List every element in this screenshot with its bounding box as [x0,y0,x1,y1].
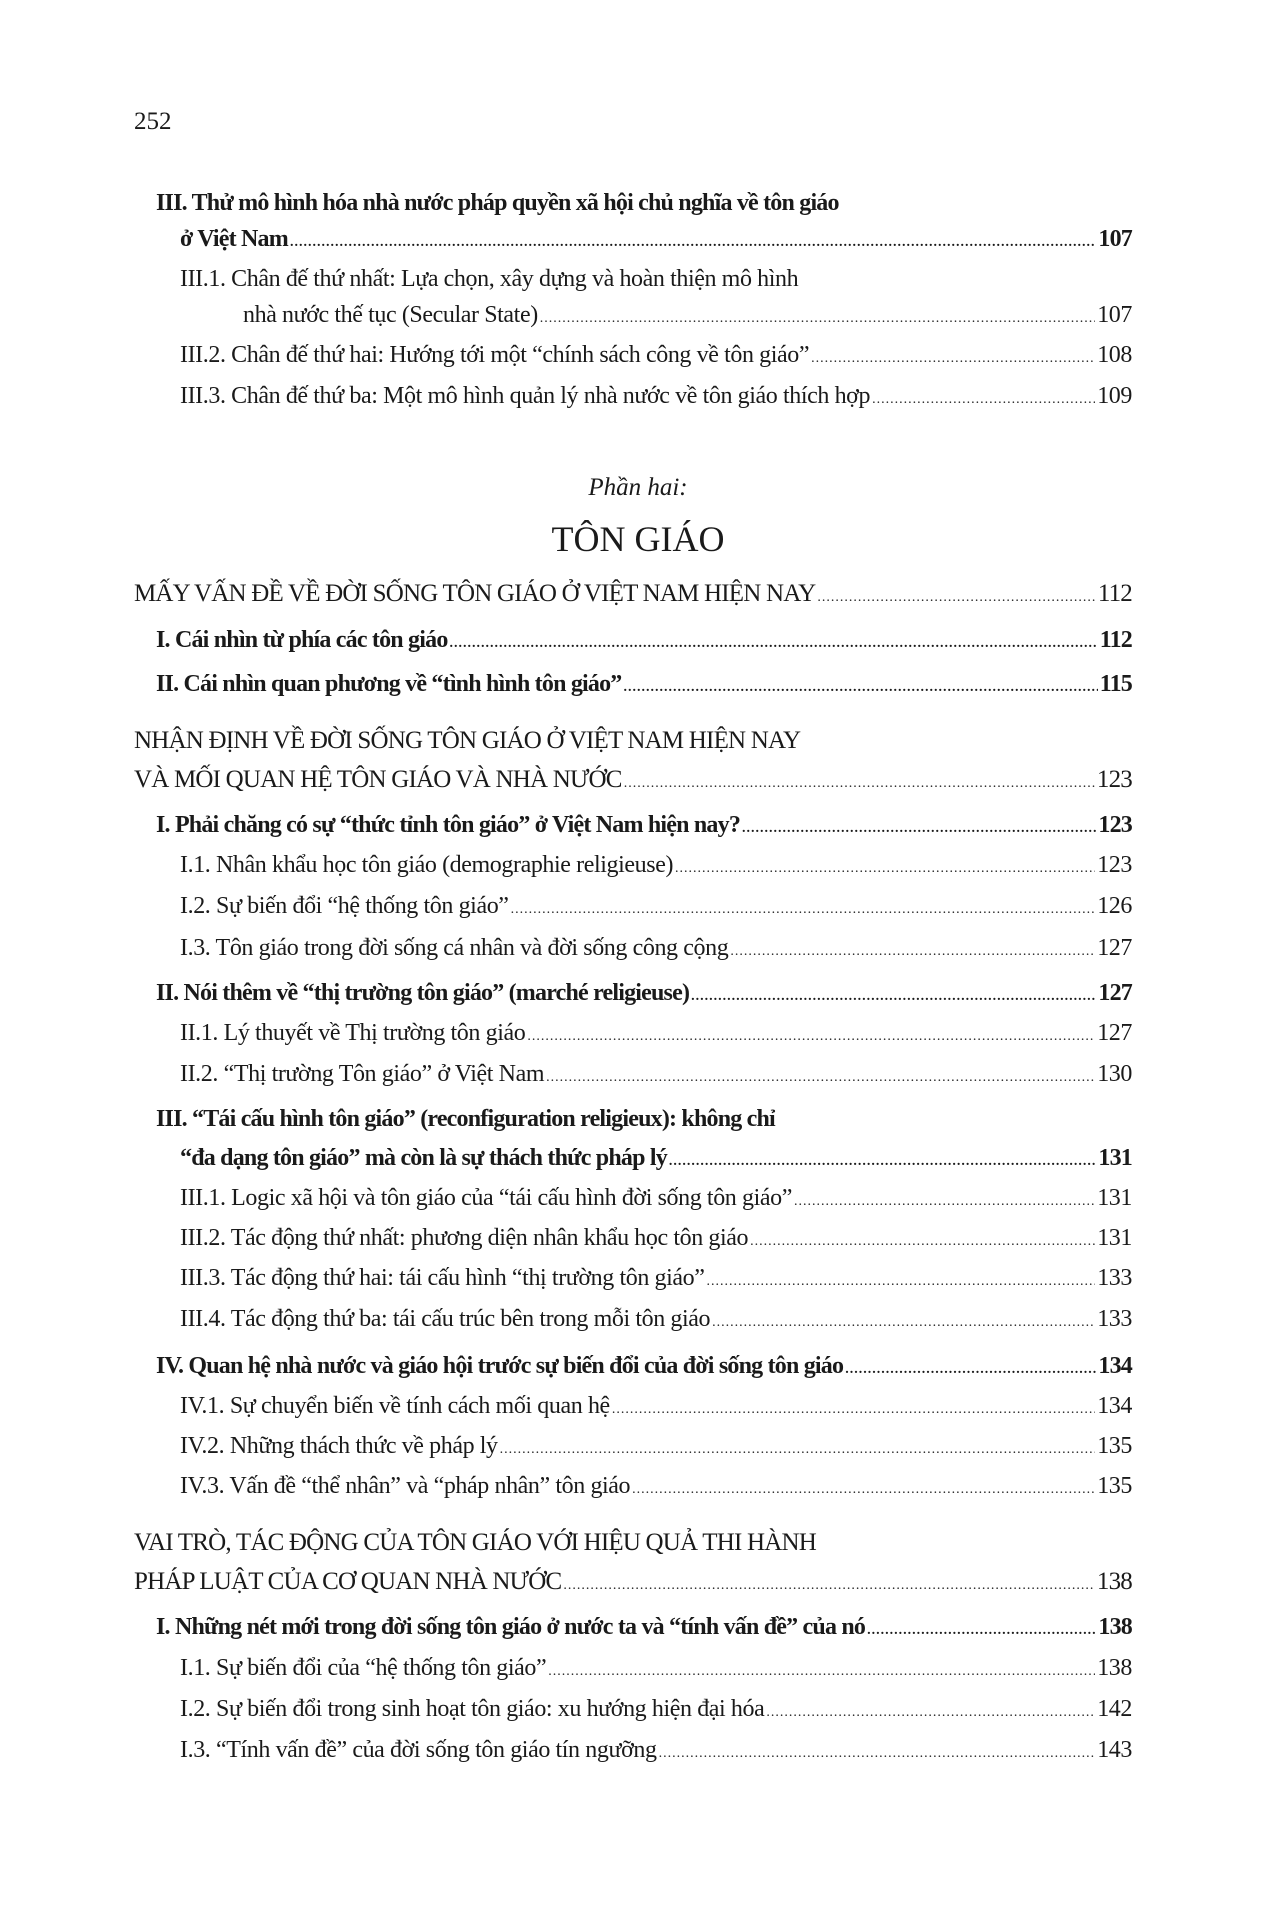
toc-entry-title: III.4. Tác động thứ ba: tái cấu trúc bên trong mỗi tôn giáo [180,1306,711,1332]
dot-leader [742,821,1096,837]
toc-page-number: 135 [1097,1433,1132,1459]
toc-page-number: 131 [1097,1185,1132,1211]
toc-entry-line [180,226,1132,260]
dot-leader [500,1442,1096,1458]
toc-page-number: 143 [1097,1737,1132,1763]
toc-entry-line [180,1737,1132,1771]
toc-page-number: 138 [1096,1568,1132,1595]
dot-leader [624,680,1098,696]
toc-entry-title: III.2. Tác động thứ nhất: phương diện nhân khẩu học tôn giáo [180,1225,749,1251]
toc-entry-title: IV.2. Những thách thức về pháp lý [180,1433,498,1459]
toc-page-number: 135 [1097,1473,1132,1499]
dot-leader [548,1664,1095,1680]
dot-leader [794,1194,1095,1210]
toc-entry-title: nhà nước thế tục (Secular State) [243,302,538,328]
toc-entry-title: III.3. Tác động thứ hai: tái cấu hình “thị trường tôn giáo” [180,1265,705,1291]
toc-entry-title: “đa dạng tôn giáo” mà còn là sự thách thức pháp lý [180,1145,667,1171]
dot-leader [540,311,1095,327]
dot-leader [612,1402,1095,1418]
dot-leader [546,1070,1095,1086]
toc-entry-line [180,1061,1132,1095]
dot-leader [817,590,1095,606]
toc-entry-line [180,1473,1132,1507]
toc-entry-line [180,1185,1132,1219]
toc-entry-title: III.3. Chân đế thứ ba: Một mô hình quản lý nhà nước về tôn giáo thích hợp [180,383,871,409]
toc-entry-line [156,1353,1132,1387]
toc-page-number: 142 [1097,1696,1132,1722]
toc-page-number: 134 [1097,1393,1132,1419]
toc-page-number: 107 [1097,302,1132,328]
toc-entry-title: I.3. “Tính vấn đề” của đời sống tôn giáo tín ngưỡng [180,1737,657,1763]
dot-leader [669,1154,1096,1170]
toc-page-number: 138 [1097,1655,1132,1681]
toc-page-number: 127 [1097,935,1132,961]
toc-page-number: 131 [1097,1225,1132,1251]
dot-leader [766,1705,1095,1721]
toc-page-number: 123 [1098,812,1132,838]
toc-entry-line [243,302,1132,336]
toc-page-number: 123 [1097,852,1132,878]
dot-leader [290,235,1096,251]
dot-leader [867,1623,1096,1639]
dot-leader [707,1274,1096,1290]
toc-page-number: 130 [1097,1061,1132,1087]
toc-entry-title: II.2. “Thị trường Tôn giáo” ở Việt Nam [180,1061,545,1087]
toc-entry-line [134,1529,1132,1563]
toc-entry-title: I.1. Nhân khẩu học tôn giáo (demographie religieuse) [180,852,674,878]
toc-page-number: 133 [1097,1265,1132,1291]
dot-leader [632,1482,1095,1498]
page-number: 252 [134,108,172,135]
toc-entry-title: III.2. Chân đế thứ hai: Hướng tới một “chính sách công về tôn giáo” [180,342,810,368]
toc-entry-line [156,190,1132,224]
toc-entry-line [180,1145,1132,1179]
part-title: TÔN GIÁO [551,519,725,559]
dot-leader [624,776,1095,792]
toc-entry-line [180,266,1132,300]
dot-leader [675,861,1095,877]
toc-entry-title: ở Việt Nam [180,226,288,252]
toc-entry-title: III. “Tái cấu hình tôn giáo” (reconfiguration religieux): không chỉ [156,1106,775,1132]
dot-leader [811,351,1095,367]
toc-page-number: 134 [1098,1353,1132,1379]
toc-entry-line [134,580,1132,614]
dot-leader [872,392,1095,408]
toc-page-number: 127 [1098,980,1132,1006]
toc-entry-title: I.2. Sự biến đổi trong sinh hoạt tôn giáo: xu hướng hiện đại hóa [180,1696,765,1722]
toc-entry-line [134,727,1132,761]
toc-entry-title: VAI TRÒ, TÁC ĐỘNG CỦA TÔN GIÁO VỚI HIỆU QUẢ THI HÀNH [134,1529,817,1556]
toc-entry-title: MẤY VẤN ĐỀ VỀ ĐỜI SỐNG TÔN GIÁO Ở VIỆT NAM HIỆN NAY [134,580,816,607]
dot-leader [730,944,1095,960]
toc-entry-title: I. Cái nhìn từ phía các tôn giáo [156,627,448,653]
toc-entry-line [180,1393,1132,1427]
toc-entry-title: I. Phải chăng có sự “thức tỉnh tôn giáo” ở Việt Nam hiện nay? [156,812,741,838]
toc-entry-title: I.3. Tôn giáo trong đời sống cá nhân và đời sống công cộng [180,935,729,961]
dot-leader [527,1029,1095,1045]
toc-entry-title: III.1. Logic xã hội và tôn giáo của “tái cấu hình đời sống tôn giáo” [180,1185,792,1211]
toc-page-number: 123 [1096,766,1132,793]
toc-entry-line [180,1225,1132,1259]
toc-page-number: 112 [1097,580,1132,607]
toc-entry-line [156,671,1132,705]
toc-entry-title: IV.3. Vấn đề “thể nhân” và “pháp nhân” tôn giáo [180,1473,631,1499]
toc-entry-line [156,1614,1132,1648]
toc-entry-line [180,935,1132,969]
toc-entry-line [156,1106,1132,1140]
toc-page-number: 127 [1097,1020,1132,1046]
toc-page-number: 126 [1097,893,1132,919]
toc-entry-line [180,383,1132,417]
toc-entry-title: III. Thử mô hình hóa nhà nước pháp quyền xã hội chủ nghĩa về tôn giáo [156,190,839,216]
toc-entry-line [180,1306,1132,1340]
toc-entry-line [180,1655,1132,1689]
toc-entry-line [180,1020,1132,1054]
toc-entry-title: I.2. Sự biến đổi “hệ thống tôn giáo” [180,893,509,919]
toc-page-number: 112 [1099,627,1132,653]
toc-entry-title: IV.1. Sự chuyển biến về tính cách mối quan hệ [180,1393,610,1419]
toc-page-number: 133 [1097,1306,1132,1332]
toc-entry-line [156,627,1132,661]
toc-entry-line [180,852,1132,886]
toc-entry-line [156,812,1132,846]
toc-entry-title: IV. Quan hệ nhà nước và giáo hội trước sự biến đổi của đời sống tôn giáo [156,1353,844,1379]
toc-page-number: 109 [1097,383,1132,409]
toc-entry-title: II. Nói thêm về “thị trường tôn giáo” (marché religieuse) [156,980,690,1006]
toc-page-number: 115 [1099,671,1132,697]
dot-leader [691,989,1096,1005]
toc-entry-line [180,893,1132,927]
toc-entry-title: VÀ MỐI QUAN HỆ TÔN GIÁO VÀ NHÀ NƯỚC [134,766,622,793]
toc-entry-line [156,980,1132,1014]
dot-leader [712,1315,1095,1331]
toc-entry-line [180,1696,1132,1730]
toc-page-number: 107 [1098,226,1132,252]
toc-entry-title: I. Những nét mới trong đời sống tôn giáo ở nước ta và “tính vấn đề” của nó [156,1614,866,1640]
dot-leader [845,1362,1096,1378]
toc-entry-title: II. Cái nhìn quan phương về “tình hình tôn giáo” [156,671,622,697]
toc-entry-title: NHẬN ĐỊNH VỀ ĐỜI SỐNG TÔN GIÁO Ở VIỆT NAM HIỆN NAY [134,727,801,754]
dot-leader [563,1578,1095,1594]
toc-entry-line [180,342,1132,376]
toc-entry-title: II.1. Lý thuyết về Thị trường tôn giáo [180,1020,526,1046]
toc-entry-title: III.1. Chân đế thứ nhất: Lựa chọn, xây dựng và hoàn thiện mô hình [180,266,799,292]
toc-page-number: 108 [1097,342,1132,368]
toc-entry-line [180,1433,1132,1467]
part-label: Phần hai: [588,474,688,501]
toc-page-number: 138 [1098,1614,1132,1640]
toc-entry-title: I.1. Sự biến đổi của “hệ thống tôn giáo” [180,1655,547,1681]
dot-leader [450,636,1098,652]
toc-page-number: 131 [1098,1145,1132,1171]
toc-entry-line [134,1568,1132,1602]
dot-leader [659,1746,1096,1762]
dot-leader [750,1234,1095,1250]
dot-leader [511,902,1096,918]
toc-entry-line [134,766,1132,800]
toc-entry-line [180,1265,1132,1299]
toc-entry-title: PHÁP LUẬT CỦA CƠ QUAN NHÀ NƯỚC [134,1568,562,1595]
